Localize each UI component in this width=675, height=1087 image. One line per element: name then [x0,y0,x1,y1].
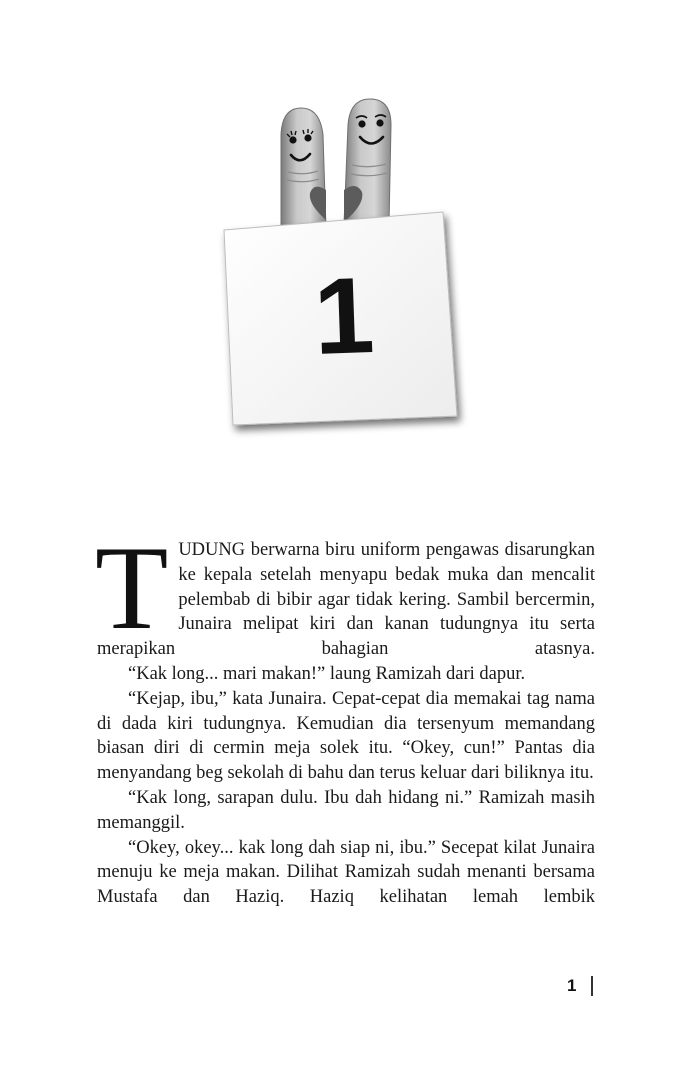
drop-cap: T [95,521,169,654]
right-finger-face [344,99,391,224]
page-number-rule [591,976,593,996]
chapter-opener-illustration [0,0,675,470]
paragraph-2: “Kak long... mari makan!” laung Ramizah dari dapur. [128,663,526,684]
paragraph-3: “Kejap, ibu,” kata Junaira. Cepat-cepat dia memakai tag nama di dada kiri tudungnya. Kemudian dia tersenyum memandang biasan diri di cermin meja solek itu. “Okey, cun!” Pantas dia menyandang beg sekolah di bahu dan terus keluar dari biliknya itu. [97,688,595,784]
paragraph-5: “Okey, okey... kak long dah siap ni, ibu.” Secepat kilat Junaira menuju ke meja makan. Dilihat Ramizah sudah menanti bersama Mustafa dan Haziq. Haziq kelihatan lemah lembik [97,837,595,908]
paragraph-1-text: UDUNG berwarna biru uniform pengawas disarungkan ke kepala setelah menyapu bedak muka dan mencalit pelembab di bibir agar tidak kering. Sambil bercermin, Junaira melipat kiri dan kanan tudungnya itu serta merapikan bahagian atasnya. [97,540,595,660]
paragraph-1 [95,521,595,662]
paragraph-4: “Kak long, sarapan dulu. Ibu dah hidang ni.” Ramizah masih memanggil. [97,787,595,833]
body-text [95,521,595,910]
left-finger-face [281,108,326,228]
page-number: 1 [567,976,577,995]
chapter-number: 1 [311,253,377,378]
